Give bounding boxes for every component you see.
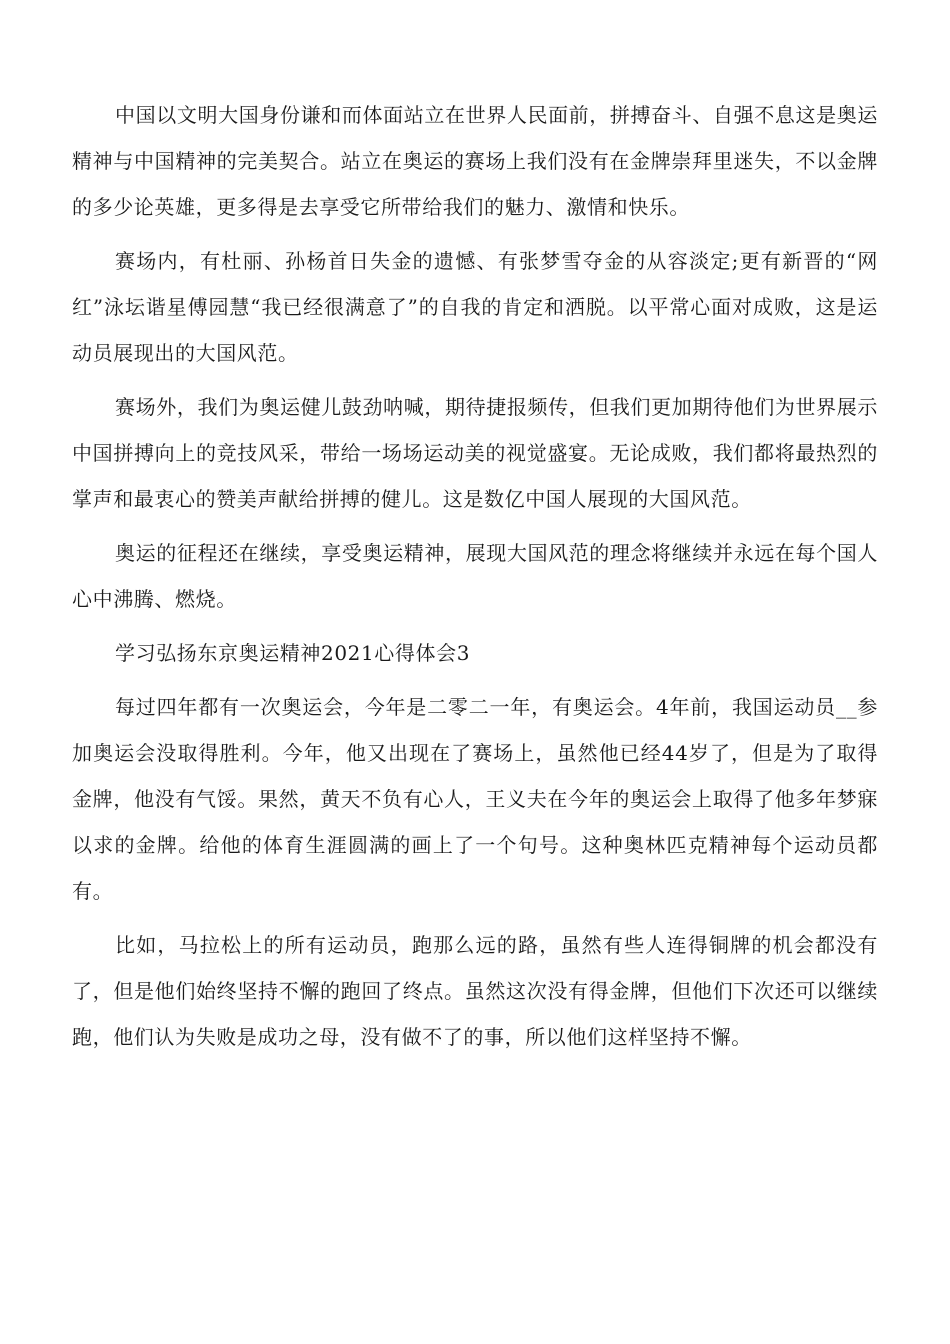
paragraph-4: 奥运的征程还在继续，享受奥运精神，展现大国风范的理念将继续并永远在每个国人心中沸腾、燃烧。: [72, 541, 878, 611]
paragraph-1: 中国以文明大国身份谦和而体面站立在世界人民面前，拼搏奋斗、自强不息这是奥运精神与中国精神的完美契合。站立在奥运的赛场上我们没有在金牌崇拜里迷失，不以金牌的多少论英雄，更多得是去享受它所带给我们的魅力、激情和快乐。: [72, 103, 878, 219]
paragraph-3: 赛场外，我们为奥运健儿鼓劲呐喊，期待捷报频传，但我们更加期待他们为世界展示中国拼搏向上的竞技风采，带给一场场运动美的视觉盛宴。无论成败，我们都将最热烈的掌声和最衷心的赞美声献给拼搏的健儿。这是数亿中国人展现的大国风范。: [72, 395, 878, 511]
paragraph-2: 赛场内，有杜丽、孙杨首日失金的遗憾、有张梦雪夺金的从容淡定;更有新晋的“网红”泳坛谐星傅园慧“我已经很满意了”的自我的肯定和洒脱。以平常心面对成败，这是运动员展现出的大国风范。: [72, 249, 878, 365]
paragraph-5: 每过四年都有一次奥运会，今年是二零二一年，有奥运会。4年前，我国运动员__参加奥运会没取得胜利。今年，他又出现在了赛场上，虽然他已经44岁了，但是为了取得金牌，他没有气馁。果然，黄天不负有心人，王义夫在今年的奥运会上取得了他多年梦寐以求的金牌。给他的体育生涯圆满的画上了一个句号。这种奥林匹克精神每个运动员都有。: [72, 695, 878, 903]
paragraph-6: 比如，马拉松上的所有运动员，跑那么远的路，虽然有些人连得铜牌的机会都没有了，但是他们始终坚持不懈的跑回了终点。虽然这次没有得金牌，但他们下次还可以继续跑，他们认为失败是成功之母，没有做不了的事，所以他们这样坚持不懈。: [72, 933, 878, 1049]
section-heading: 学习弘扬东京奥运精神2021心得体会3: [115, 641, 471, 665]
document-body: [72, 92, 878, 1068]
